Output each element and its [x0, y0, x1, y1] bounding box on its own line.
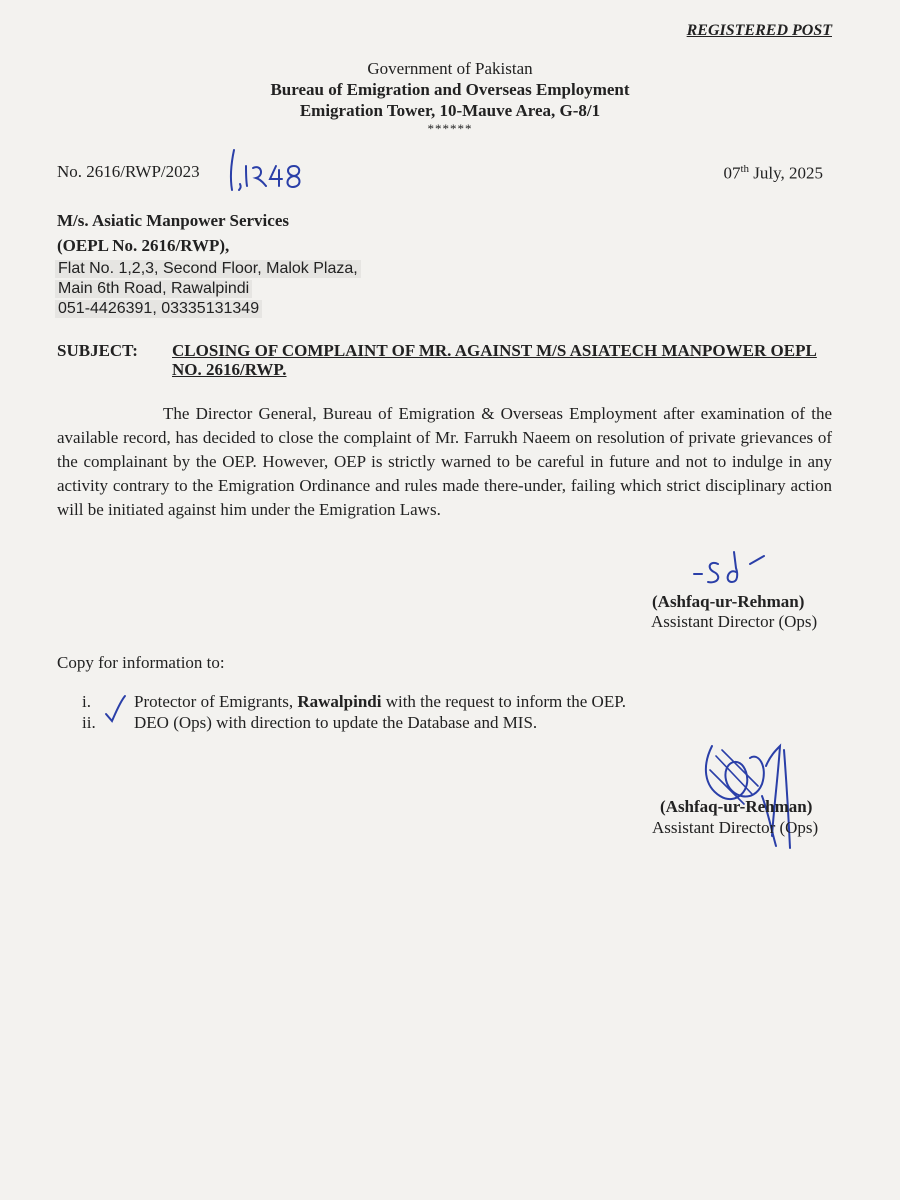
copy-label: Copy for information to:	[57, 653, 225, 672]
addressee-address-line2: Main 6th Road, Rawalpindi	[55, 280, 252, 298]
copy-item-text: DEO (Ops) with direction to update the Database and MIS.	[134, 713, 538, 732]
header-bureau: Bureau of Emigration and Overseas Employment	[270, 80, 630, 99]
copy-item-number: i.	[82, 692, 91, 711]
subject-label: SUBJECT:	[57, 341, 138, 360]
signatory-title-copy: Assistant Director (Ops)	[652, 818, 819, 837]
copy-item-city: Rawalpindi	[297, 692, 382, 711]
header-government: Government of Pakistan	[367, 59, 533, 78]
header-address: Emigration Tower, 10-Mauve Area, G-8/1	[299, 101, 601, 120]
copy-item	[82, 692, 626, 712]
reference-number: No. 2616/RWP/2023	[57, 162, 200, 181]
date-day: 07	[723, 163, 741, 183]
registered-post-label: REGISTERED POST	[686, 22, 832, 39]
letter-date	[723, 163, 823, 184]
signatory-name: (Ashfaq-ur-Rehman)	[652, 592, 805, 611]
handwritten-diary-number	[226, 146, 306, 196]
copy-item	[82, 713, 537, 733]
copy-item-number: ii.	[82, 713, 96, 732]
addressee-address-line1: Flat No. 1,2,3, Second Floor, Malok Plaza,	[55, 260, 361, 278]
addressee-phones: 051-4426391, 03335131349	[55, 300, 262, 318]
date-suffix: th	[740, 163, 749, 175]
signatory-title: Assistant Director (Ops)	[651, 612, 818, 631]
signatory-name-copy: (Ashfaq-ur-Rehman)	[660, 797, 813, 816]
body-paragraph: The Director General, Bureau of Emigration & Overseas Employment after examination of the available record, has decided to close the complaint of Mr. Farrukh Naeem on resolution of private grievances of the complainant by the OEP. However, OEP is strictly warned to be careful in future and not to indulge in any activity contrary to the Emigration Ordinance and rules made there-under, failing which strict disciplinary action will be initiated against him under the Emigration Laws.	[57, 404, 832, 519]
header-separator: ******	[427, 121, 473, 136]
date-month-year: July, 2025	[749, 163, 823, 183]
addressee-license: (OEPL No. 2616/RWP),	[57, 236, 230, 255]
copy-item-text: Protector of Emigrants,	[134, 692, 298, 711]
copy-item-text-end: with the request to inform the OEP.	[381, 692, 627, 711]
addressee-name: M/s. Asiatic Manpower Services	[57, 211, 289, 230]
handwritten-sd-mark	[692, 548, 772, 594]
subject-text: CLOSING OF COMPLAINT OF MR. AGAINST M/S ASIATECH MANPOWER OEPL NO. 2616/RWP.	[172, 341, 817, 379]
